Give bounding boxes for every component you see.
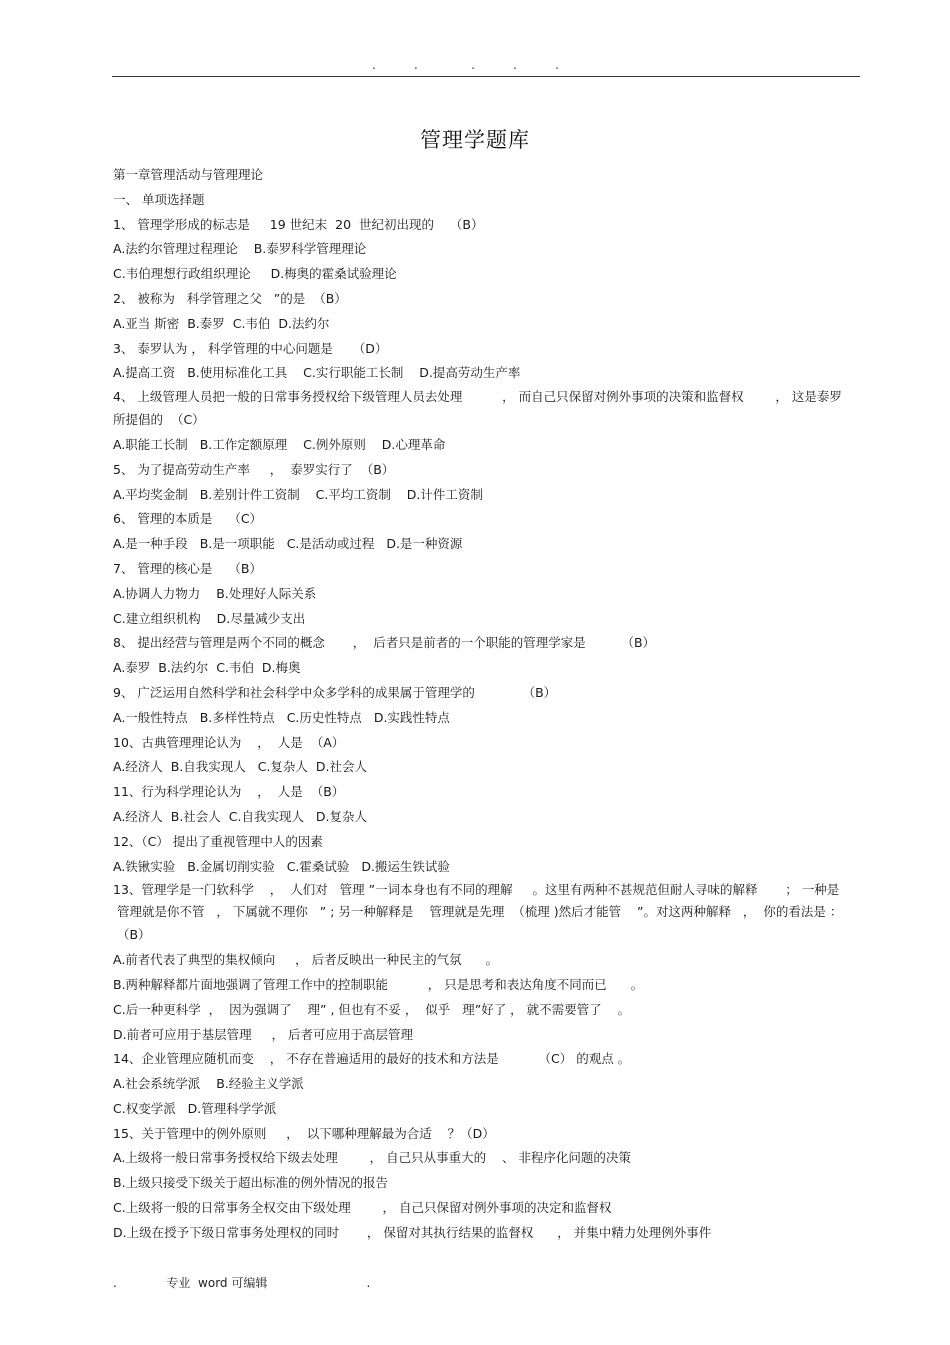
text-line: 管理就是你不管 ， 下属就不理你 ” ; 另一种解释是 管理就是先理 （梳理 )然后才能管 ”。对这两种解释 ， 你的看法是 ：: [113, 904, 843, 920]
text-line: 8、 提出经营与管理是两个不同的概念 ， 后者只是前者的一个职能的管理学家是 （B）: [113, 635, 656, 651]
text-line: A.法约尔管理过程理论 B.泰罗科学管理理论: [113, 241, 367, 257]
text-line: A.亚当 斯密 B.泰罗 C.韦伯 D.法约尔: [113, 315, 330, 331]
document-body: [113, 163, 853, 1246]
section-heading: 一、 单项选择题: [113, 191, 205, 207]
text-line: A.经济人 B.社会人 C.自我实现人 D.复杂人: [113, 808, 367, 824]
text-line: A.泰罗 B.法约尔 C.韦伯 D.梅奥: [113, 660, 301, 676]
text-line: 所提倡的 （C）: [113, 412, 205, 428]
text-line: A.平均奖金制 B.差别计件工资制 C.平均工资制 D.计件工资制: [113, 486, 483, 502]
text-line: A.前者代表了典型的集权倾向 ， 后者反映出一种民主的气氛 。: [113, 952, 498, 968]
text-line: 14、企业管理应随机而变 ， 不存在普遍适用的最好的技术和方法是 （C） 的观点 。: [113, 1051, 631, 1067]
text-line: 10、古典管理理论认为 ， 人是 （A）: [113, 734, 345, 750]
text-line: B.上级只接受下级关于超出标准的例外情况的报告: [113, 1175, 389, 1191]
text-line: A.上级将一般日常事务授权给下级去处理 ， 自己只从事重大的 、 非程序化问题的决策: [113, 1150, 631, 1166]
text-line: 5、 为了提高劳动生产率 ， 泰罗实行了 （B）: [113, 461, 395, 477]
text-line: C.上级将一般的日常事务全权交由下级处理 ， 自己只保留对例外事项的决定和监督权: [113, 1200, 612, 1216]
page-title: 管理学题库: [420, 128, 530, 152]
text-line: 7、 管理的核心是 （B）: [113, 560, 262, 576]
text-line: A.协调人力物力 B.处理好人际关系: [113, 585, 317, 601]
text-line: B.两种解释都片面地强调了管理工作中的控制职能 ， 只是思考和表达角度不同而已 。: [113, 976, 644, 992]
text-line: A.经济人 B.自我实现人 C.复杂人 D.社会人: [113, 759, 367, 775]
text-line: C.建立组织机构 D.尽量减少支出: [113, 610, 306, 626]
text-line: 12、（C） 提出了重视管理中人的因素: [113, 833, 323, 849]
text-line: 1、 管理学形成的标志是 19 世纪末 20 世纪初出现的 （B）: [113, 216, 484, 232]
text-line: A.职能工长制 B.工作定额原理 C.例外原则 D.心理革命: [113, 436, 446, 452]
text-line: D.上级在授予下级日常事务处理权的同时 ， 保留对其执行结果的监督权 ， 并集中精力处理例外事件: [113, 1224, 712, 1240]
chapter-heading: 第一章管理活动与管理理论: [113, 167, 264, 182]
question-list: [113, 213, 853, 1246]
text-line: 13、管理学是一门软科学 ， 人们对 管理 ”一词本身也有不同的理解 。这里有两种不甚规范但耐人寻味的解释 ； 一种是: [113, 882, 840, 898]
text-line: A.社会系统学派 B.经验主义学派: [113, 1076, 304, 1092]
text-line: 4、 上级管理人员把一般的日常事务授权给下级管理人员去处理 ， 而自己只保留对例外事项的决策和监督权 ， 这是泰罗: [113, 389, 842, 405]
text-line: A.提高工资 B.使用标准化工具 C.实行职能工长制 D.提高劳动生产率: [113, 365, 521, 381]
text-line: （B）: [113, 927, 151, 943]
text-line: D.前者可应用于基层管理 ， 后者可应用于高层管理: [113, 1026, 413, 1042]
text-line: A.一般性特点 B.多样性特点 C.历史性特点 D.实践性特点: [113, 709, 450, 725]
header-rule: [112, 76, 860, 77]
text-line: C.后一种更科学 ， 因为强调了 理” , 但也有不妥 ， 似乎 理”好了 ， 就不需要管了 。: [113, 1001, 631, 1017]
text-line: C.韦伯理想行政组织理论 D.梅奥的霍桑试验理论: [113, 266, 397, 282]
text-line: A.铁锹实验 B.金属切削实验 C.霍桑试验 D.搬运生铁试验: [113, 858, 450, 874]
text-line: 6、 管理的本质是 （C）: [113, 511, 263, 527]
header-dots: . . . . .: [372, 58, 559, 72]
text-line: 9、 广泛运用自然科学和社会科学中众多学科的成果属于管理学的 （B）: [113, 684, 557, 700]
text-line: 15、关于管理中的例外原则 ， 以下哪种理解最为合适 ？（D）: [113, 1125, 495, 1141]
text-line: C.权变学派 D.管理科学学派: [113, 1100, 277, 1116]
page-footer: . 专业 word 可编辑 .: [113, 1276, 371, 1290]
text-line: 2、 被称为 科学管理之父 ”的是 （B）: [113, 290, 347, 306]
text-line: 11、行为科学理论认为 ， 人是 （B）: [113, 784, 345, 800]
text-line: 3、 泰罗认为 ， 科学管理的中心问题是 （D）: [113, 340, 388, 356]
text-line: A.是一种手段 B.是一项职能 C.是活动或过程 D.是一种资源: [113, 536, 463, 552]
